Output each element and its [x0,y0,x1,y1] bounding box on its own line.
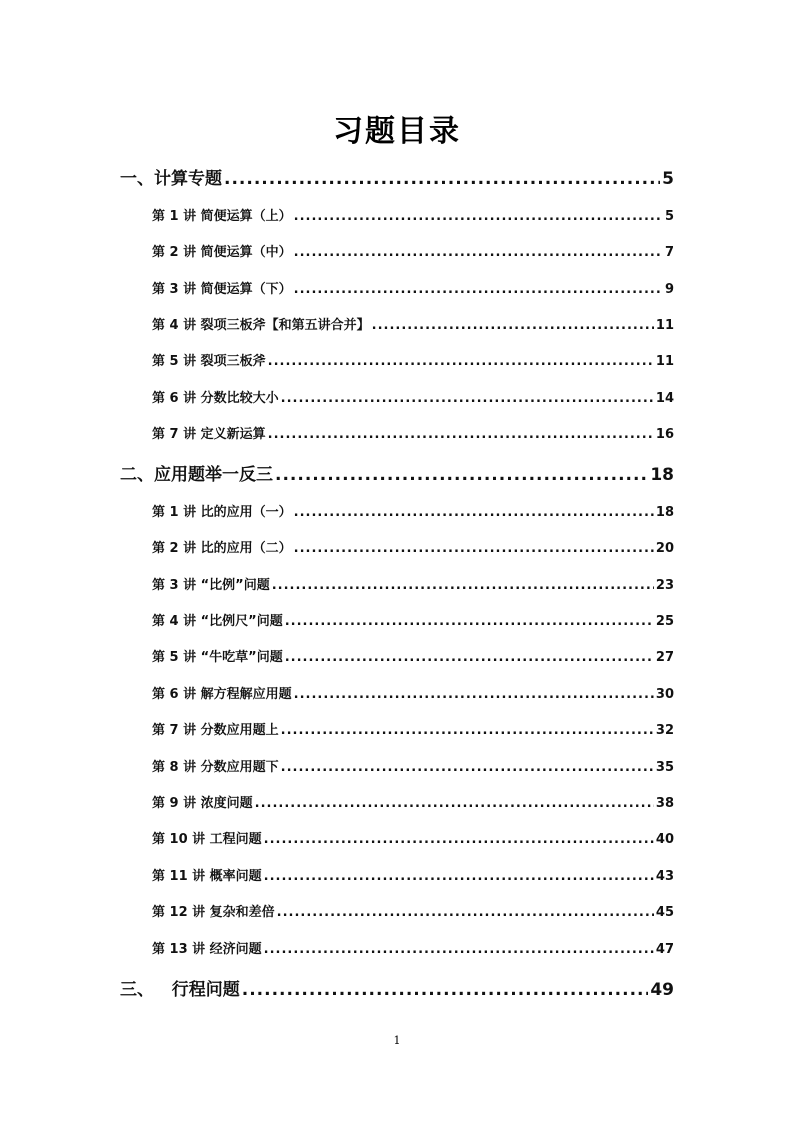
toc-item-label: 第 1 讲 比的应用（一） [152,505,292,520]
page-number-footer: 1 [393,1034,401,1047]
toc-item[interactable] [152,537,674,556]
toc-section-label: 二、应用题举一反三 [120,465,273,485]
toc-page-number: 16 [655,427,674,442]
dot-leader [268,427,654,442]
toc-item[interactable] [152,683,674,702]
dot-leader [294,245,663,260]
toc-item[interactable] [152,756,674,775]
toc-item[interactable] [152,205,674,224]
toc-item-label: 第 9 讲 浓度问题 [152,796,253,811]
dot-leader [294,505,654,520]
toc-page-number: 30 [655,687,674,702]
toc-section-1[interactable] [120,164,674,189]
toc-section-label: 三、 行程问题 [120,980,240,1000]
dot-leader [281,760,654,775]
toc-item-label: 第 6 讲 分数比较大小 [152,391,279,406]
dot-leader [372,318,654,333]
toc-item-label: 第 13 讲 经济问题 [152,942,262,957]
toc-page-number: 35 [655,760,674,775]
toc-page-number: 7 [664,245,674,260]
toc-page-number: 5 [662,169,674,189]
dot-leader [294,209,663,224]
toc-item-label: 第 5 讲 “牛吃草”问题 [152,650,283,665]
toc-section-2[interactable] [120,460,674,485]
dot-leader [281,723,654,738]
toc-item[interactable] [152,423,674,442]
page-title: 习题目录 [333,114,461,149]
toc-item[interactable] [152,865,674,884]
toc-page-number: 47 [655,942,674,957]
toc-item[interactable] [152,574,674,593]
toc-page-number: 49 [650,980,674,1000]
toc-item[interactable] [152,501,674,520]
toc-item[interactable] [152,828,674,847]
toc-item-label: 第 4 讲 裂项三板斧【和第五讲合并】 [152,318,370,333]
toc-item[interactable] [152,901,674,920]
toc-section-3[interactable] [120,975,674,1000]
toc-item-label: 第 1 讲 简便运算（上） [152,209,292,224]
dot-leader [285,614,654,629]
dot-leader [294,282,663,297]
dot-leader [264,832,654,847]
dot-leader [255,796,654,811]
toc-page-number: 18 [655,505,674,520]
toc-item-label: 第 10 讲 工程问题 [152,832,262,847]
dot-leader [285,650,654,665]
toc-page-number: 38 [655,796,674,811]
toc-item[interactable] [152,938,674,957]
toc-page-number: 5 [664,209,674,224]
toc-item-label: 第 7 讲 分数应用题上 [152,723,279,738]
toc-page-number: 18 [650,465,674,485]
dot-leader [275,465,648,485]
toc-item-label: 第 4 讲 “比例尺”问题 [152,614,283,629]
toc-item[interactable] [152,646,674,665]
toc-page-number: 43 [655,869,674,884]
toc-page-number: 25 [655,614,674,629]
toc-item-label: 第 8 讲 分数应用题下 [152,760,279,775]
toc-page-number: 14 [655,391,674,406]
dot-leader [272,578,654,593]
toc-item-label: 第 2 讲 简便运算（中） [152,245,292,260]
toc-section-label: 一、计算专题 [120,169,222,189]
toc-item-label: 第 11 讲 概率问题 [152,869,262,884]
dot-leader [294,687,654,702]
toc-item-label: 第 7 讲 定义新运算 [152,427,266,442]
toc-item[interactable] [152,719,674,738]
dot-leader [264,869,654,884]
toc-item[interactable] [152,241,674,260]
toc-page-number: 32 [655,723,674,738]
toc-item-label: 第 6 讲 解方程解应用题 [152,687,292,702]
toc-page-number: 45 [655,905,674,920]
dot-leader [242,980,649,1000]
dot-leader [224,169,660,189]
toc-page-number: 11 [655,354,674,369]
toc-page-number: 11 [655,318,674,333]
dot-leader [268,354,654,369]
toc-item-label: 第 2 讲 比的应用（二） [152,541,292,556]
dot-leader [277,905,654,920]
toc-page-number: 20 [655,541,674,556]
toc-item[interactable] [152,792,674,811]
toc-item[interactable] [152,278,674,297]
toc-item[interactable] [152,387,674,406]
toc-item-label: 第 12 讲 复杂和差倍 [152,905,275,920]
toc-page-number: 40 [655,832,674,847]
toc-item-label: 第 5 讲 裂项三板斧 [152,354,266,369]
toc-page-number: 27 [655,650,674,665]
toc-item[interactable] [152,350,674,369]
toc-page-number: 23 [655,578,674,593]
dot-leader [294,541,654,556]
toc-page-number: 9 [664,282,674,297]
toc-item[interactable] [152,314,674,333]
toc-item-label: 第 3 讲 简便运算（下） [152,282,292,297]
dot-leader [264,942,654,957]
toc-item[interactable] [152,610,674,629]
dot-leader [281,391,654,406]
toc-item-label: 第 3 讲 “比例”问题 [152,578,270,593]
